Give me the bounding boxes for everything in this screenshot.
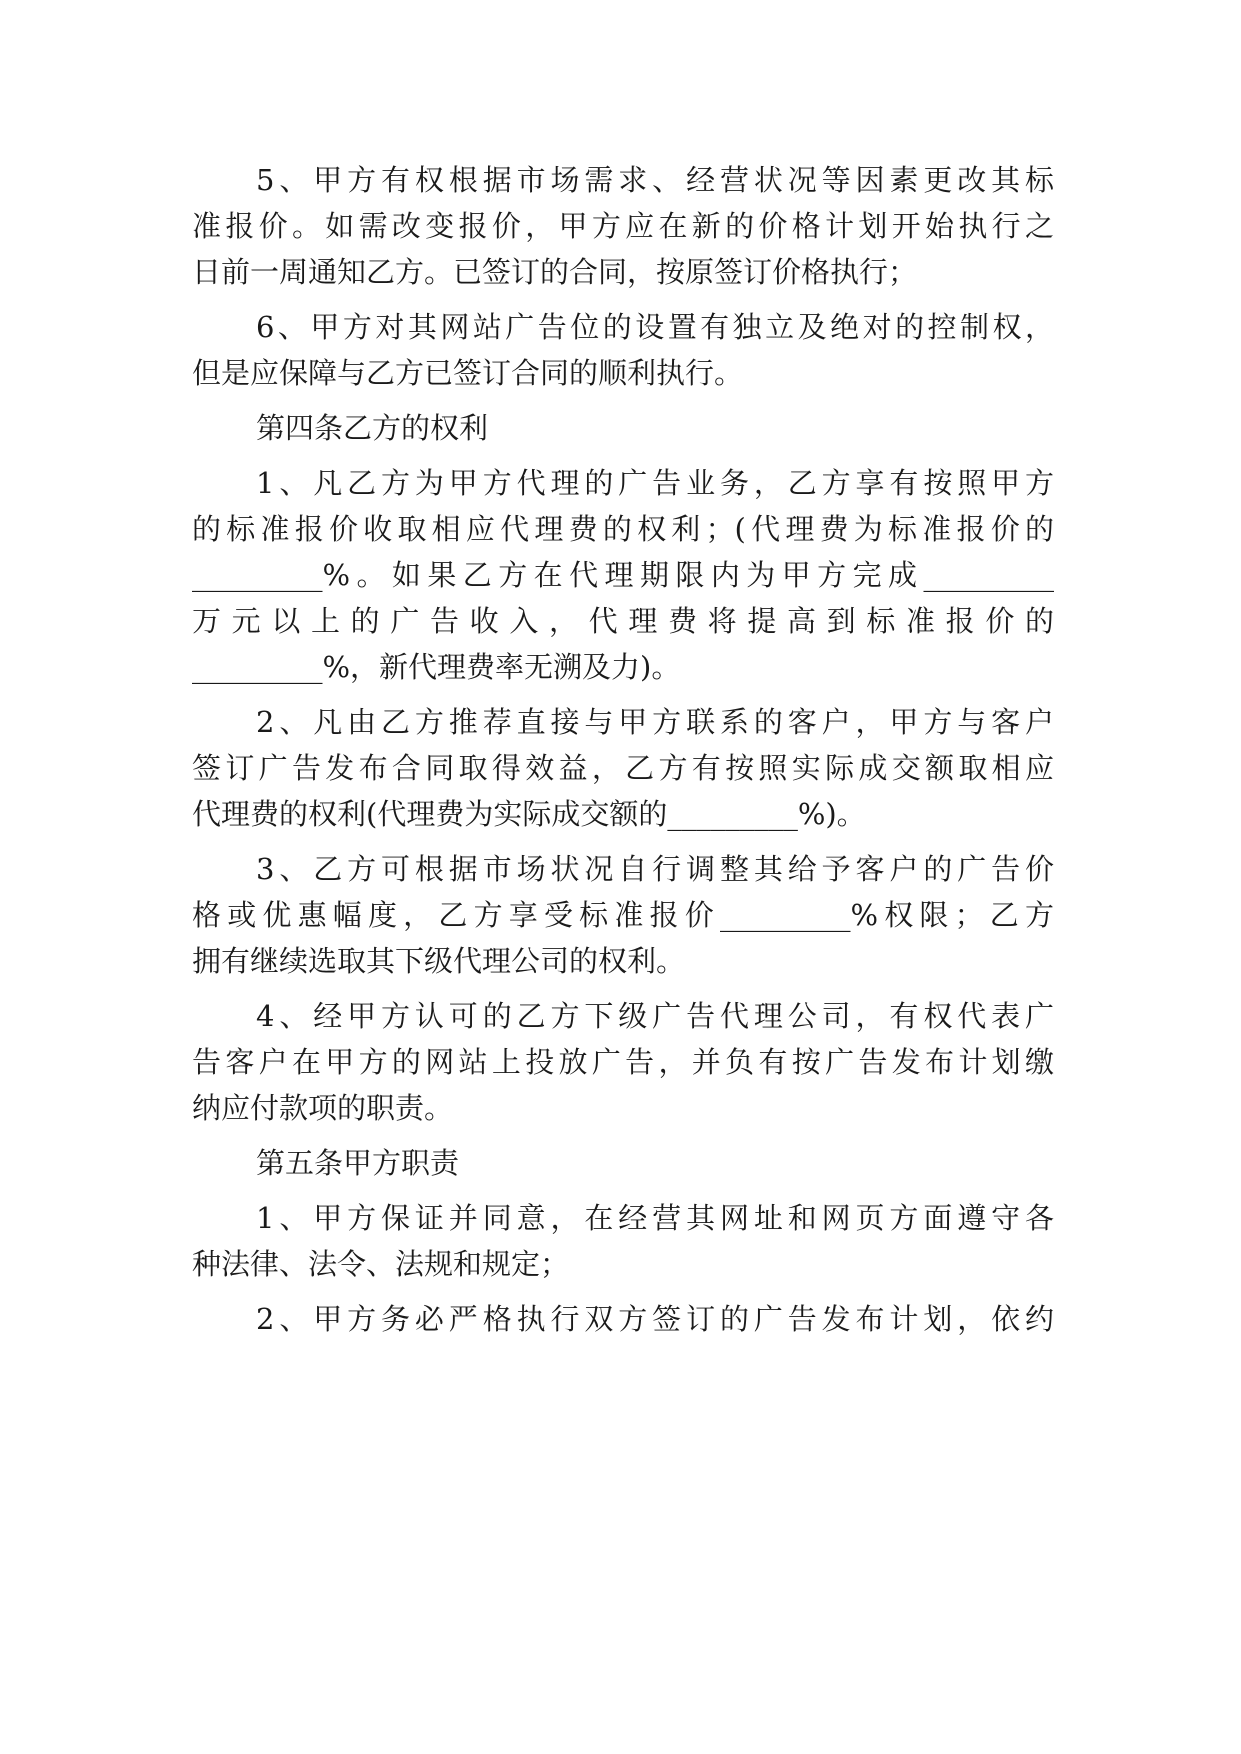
article-5-item-1-line-2: 种法律、法令、法规和规定；: [192, 1247, 570, 1281]
article-4-item-1-line-4: 万元以上的广告收入，代理费将提高到标准报价的: [192, 604, 1054, 638]
article-4-item-1-line-5: _________%，新代理费率无溯及力)。: [192, 650, 681, 684]
paragraph-6-line-1: 6、甲方对其网站广告位的设置有独立及绝对的控制权，: [256, 310, 1054, 344]
paragraph-5-line-1: 5、甲方有权根据市场需求、经营状况等因素更改其标: [256, 163, 1054, 197]
paragraph-5-line-2: 准报价。如需改变报价，甲方应在新的价格计划开始执行之: [192, 209, 1054, 243]
article-4-item-1-line-2: 的标准报价收取相应代理费的权利；(代理费为标准报价的: [192, 512, 1054, 546]
article-4-item-2-line-1: 2、凡由乙方推荐直接与甲方联系的客户，甲方与客户: [256, 705, 1054, 739]
paragraph-5-line-3: 日前一周通知乙方。已签订的合同，按原签订价格执行；: [192, 255, 918, 289]
paragraph-6-line-2: 但是应保障与乙方已签订合同的顺利执行。: [192, 356, 744, 390]
article-4-item-3-line-3: 拥有继续选取其下级代理公司的权利。: [192, 944, 686, 978]
article-4-item-3-line-2: 格或优惠幅度，乙方享受标准报价_________%权限；乙方: [192, 898, 1054, 932]
article-4-item-1-line-1: 1、凡乙方为甲方代理的广告业务，乙方享有按照甲方: [256, 466, 1054, 500]
article-4-item-1-line-3: _________%。如果乙方在代理期限内为甲方完成_________: [192, 558, 1054, 592]
article-5-item-2-line-1: 2、甲方务必严格执行双方签订的广告发布计划，依约: [256, 1302, 1054, 1336]
article-4-item-2-line-2: 签订广告发布合同取得效益，乙方有按照实际成交额取相应: [192, 751, 1054, 785]
article-5-item-1-line-1: 1、甲方保证并同意，在经营其网址和网页方面遵守各: [256, 1201, 1054, 1235]
article-4-item-4-line-3: 纳应付款项的职责。: [192, 1091, 454, 1125]
article-4-item-3-line-1: 3、乙方可根据市场状况自行调整其给予客户的广告价: [256, 852, 1054, 886]
article-4-item-4-line-1: 4、经甲方认可的乙方下级广告代理公司，有权代表广: [256, 999, 1054, 1033]
article-4-item-4-line-2: 告客户在甲方的网站上投放广告，并负有按广告发布计划缴: [192, 1045, 1054, 1079]
section-heading-article-4: 第四条乙方的权利: [256, 411, 489, 445]
section-heading-article-5: 第五条甲方职责: [256, 1146, 460, 1180]
article-4-item-2-line-3: 代理费的权利(代理费为实际成交额的_________%)。: [192, 797, 866, 831]
